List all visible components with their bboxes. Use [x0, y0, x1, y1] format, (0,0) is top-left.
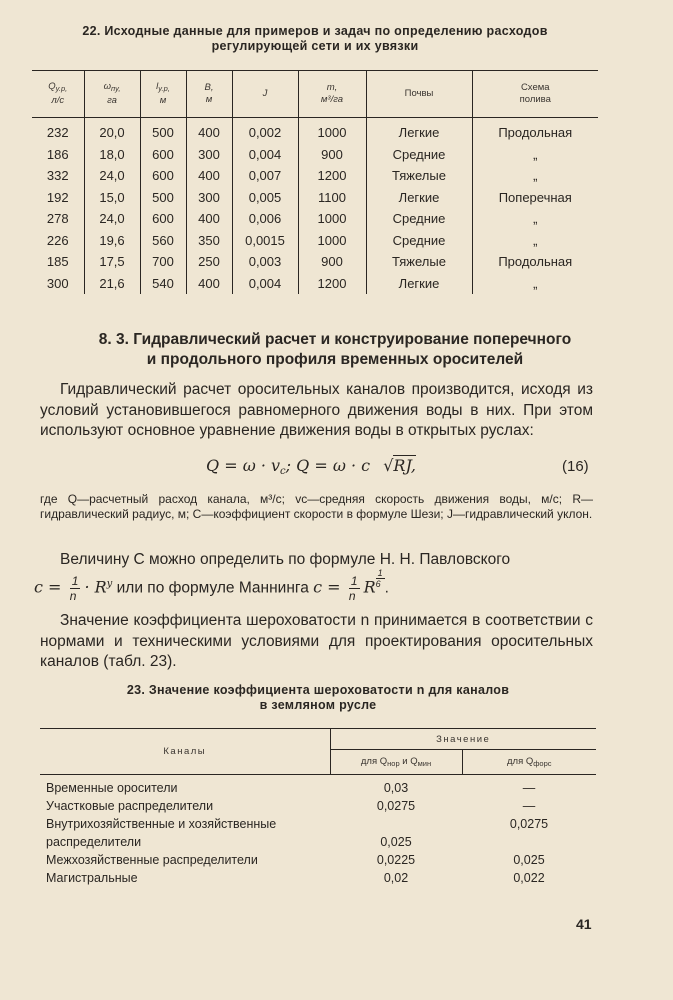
table23 — [40, 728, 596, 887]
table23-cell: — — [522, 781, 536, 795]
table22-cell: 0,006 — [232, 208, 298, 230]
table23-cell: 0,025 — [380, 835, 412, 849]
where-text: где Q—расчетный расход канала, м³/с; vc—средняя скорость движения воды, м/с; R—гидравлический радиус, м; C—коэффициент скорости в формуле Шези; J—гидравлический уклон. — [40, 492, 593, 521]
table22-cell: 700 — [140, 251, 186, 273]
table23-cell: Внутрихозяйственные и хозяйственные — [46, 817, 277, 831]
header-channels: Каналы — [40, 729, 330, 775]
header-j: J — [232, 71, 298, 118]
table22-cell: 19,6 — [84, 230, 140, 252]
table22-cell: 17,5 — [84, 251, 140, 273]
table22-cell: 400 — [186, 208, 232, 230]
table22-cell: 21,6 — [84, 273, 140, 295]
c-eq-2: c = — [313, 577, 341, 597]
table22-cell: 192 — [46, 189, 69, 205]
fraction-2 — [349, 574, 360, 603]
table22-cell: 0,004 — [232, 273, 298, 295]
table23-cell: 0,0225 — [376, 853, 416, 867]
table23-cell: 0,025 — [513, 853, 545, 867]
table22-cell: 600 — [140, 208, 186, 230]
table22-cell: 185 — [46, 254, 69, 270]
formula-16 — [206, 456, 416, 477]
formula-left-sub: c — [280, 466, 286, 477]
section-heading-line1: 8. 3. Гидравлический расчет и конструирование поперечного — [98, 331, 572, 348]
section-heading-line2: и продольного профиля временных оросителей — [146, 351, 524, 368]
table23-cell: Магистральные — [46, 871, 138, 885]
header-q-nor-min: для $Q_{нор}$ и $Q_{мин}$ — [330, 750, 462, 775]
table22-cell: „ — [472, 144, 598, 166]
paragraph-2-line1: Величину C можно определить по формуле Н. Н. Павловского — [60, 551, 511, 568]
table22-cell: 18,0 — [84, 144, 140, 166]
table22-row — [32, 230, 598, 252]
table22-cell: 1000 — [298, 118, 366, 144]
r2: R — [363, 577, 376, 597]
table22-cell: 278 — [46, 211, 69, 227]
table23-cell: 0,022 — [513, 871, 545, 885]
table22-cell: 24,0 — [84, 165, 140, 187]
table22-cell: Средние — [366, 208, 472, 230]
table23-cell: распределители — [46, 835, 142, 849]
table22-cell: 20,0 — [84, 118, 140, 144]
table23-caption-line1: 23. Значение коэффициента шероховатости n для каналов — [126, 683, 510, 697]
table22-cell: 15,0 — [84, 187, 140, 209]
table22-cell: 0,002 — [232, 118, 298, 144]
table22-cell: 1000 — [298, 230, 366, 252]
table22-caption — [30, 24, 600, 54]
paragraph-3: Значение коэффициента шероховатости n принимается в соответствии с нормами и техническими условиями для проектирования оросительных каналов (табл. 23). — [40, 612, 593, 670]
table23-cell — [462, 833, 596, 851]
header-scheme: Схема полива — [472, 71, 598, 118]
table22-cell: Продольная — [472, 118, 598, 144]
paragraph-2-line2: c = $\frac{1}{n}$ · $R^y$ или по формуле Маннинга c = $\frac{1}{n}$ R $\frac{1}{6}$ . — [34, 568, 389, 603]
table22-cell: „ — [472, 165, 598, 187]
header-value: Значение — [330, 729, 596, 750]
table22-cell: 300 — [186, 187, 232, 209]
page-number: 41 — [576, 916, 592, 932]
table22-cell: Легкие — [366, 118, 472, 144]
header-l: $l_{у.р,}$ м — [140, 71, 186, 118]
table23-cell: Участковые распределители — [46, 799, 214, 813]
table22-cell: Легкие — [366, 273, 472, 295]
or-text: или по формуле Маннинга — [116, 579, 309, 597]
fraction-1-num: 1 — [71, 574, 79, 588]
table22-row — [32, 208, 598, 230]
exponent-fraction — [376, 568, 385, 589]
table22-cell: 0,007 — [232, 165, 298, 187]
table22-caption-line2: регулирующей сети и их увязки — [211, 39, 419, 53]
table22-cell: Средние — [366, 230, 472, 252]
table22-row — [32, 165, 598, 187]
table23-cell: 0,02 — [383, 871, 409, 885]
table22-cell: Продольная — [472, 251, 598, 273]
table22-row — [32, 251, 598, 273]
table23-caption — [40, 683, 596, 713]
table22-cell: 0,005 — [232, 187, 298, 209]
table22-cell: 900 — [298, 251, 366, 273]
table23-row — [40, 869, 596, 887]
header-b: B, м — [186, 71, 232, 118]
sqrt-icon: √ — [383, 456, 394, 475]
table22-cell: 332 — [46, 168, 69, 184]
table22-cell: 600 — [140, 165, 186, 187]
table22-row — [32, 118, 598, 144]
paragraph-1: Гидравлический расчет оросительных каналов производится, исходя из условий установившегося равномерного движения воды в них. При этом используют основное уравнение движения воды в открытых руслах: — [40, 381, 593, 439]
table23-cell — [330, 815, 462, 833]
table22-cell: „ — [472, 273, 598, 295]
table22-cell: 226 — [46, 232, 69, 248]
table23-row — [40, 833, 596, 851]
table23-caption-line2: в земляном русле — [259, 698, 377, 712]
table22-header — [32, 71, 598, 118]
table22-cell: 24,0 — [84, 208, 140, 230]
table22-row — [32, 273, 598, 295]
header-q-fors: для $Q_{форс}$ — [462, 750, 596, 775]
table22-cell: Тяжелые — [366, 165, 472, 187]
table22-cell: 500 — [140, 118, 186, 144]
table22-cell: 250 — [186, 251, 232, 273]
table22-row — [32, 187, 598, 209]
table23-row — [40, 797, 596, 815]
table22-cell: 540 — [140, 273, 186, 295]
table22-cell: 300 — [186, 144, 232, 166]
table22-cell: 1100 — [298, 187, 366, 209]
table22-cell: 1200 — [298, 273, 366, 295]
exponent-den: 6 — [375, 579, 381, 589]
table23-cell: Временные оросители — [46, 781, 178, 795]
formula-root: RJ, — [393, 456, 416, 475]
table22-cell: 1200 — [298, 165, 366, 187]
table22-cell: Поперечная — [472, 187, 598, 209]
table23-row — [40, 815, 596, 833]
table22-cell: Средние — [366, 144, 472, 166]
fraction-2-num: 1 — [350, 574, 358, 588]
table23-cell: 0,0275 — [376, 799, 416, 813]
table22-row — [32, 144, 598, 166]
table22-cell: 300 — [46, 275, 69, 291]
table22-cell: 400 — [186, 165, 232, 187]
table22-cell: 900 — [298, 144, 366, 166]
header-m: m, м³/га — [298, 71, 366, 118]
table22-cell: 232 — [46, 125, 69, 141]
r-pow: · R — [84, 577, 107, 597]
header-omega: $\omega_{пу,}$ га — [84, 71, 140, 118]
table23-cell: 0,03 — [383, 781, 409, 795]
table23-cell: — — [522, 799, 536, 813]
section-heading — [40, 330, 630, 370]
table22-body — [32, 118, 598, 295]
table22-cell: 186 — [46, 146, 69, 162]
fraction-1-den: n — [69, 589, 77, 603]
formula-number: (16) — [562, 458, 589, 475]
header-soils: Почвы — [366, 71, 472, 118]
table22 — [32, 70, 598, 294]
table22-cell: 500 — [140, 187, 186, 209]
table22-cell: 400 — [186, 273, 232, 295]
table23-body — [40, 775, 596, 888]
table23-row — [40, 775, 596, 798]
formula-middle: ; Q = ω · c — [285, 456, 371, 475]
table22-caption-line1: 22. Исходные данные для примеров и задач по определению расходов — [82, 24, 548, 38]
table22-cell: 0,003 — [232, 251, 298, 273]
table23-cell: Межхозяйственные распределители — [46, 853, 258, 867]
table22-cell: „ — [472, 230, 598, 252]
table22-cell: 560 — [140, 230, 186, 252]
table23-row — [40, 851, 596, 869]
fraction-2-den: n — [348, 589, 356, 603]
table22-cell: „ — [472, 208, 598, 230]
y-exponent: y — [106, 578, 113, 590]
header-q: $Q_{у.р,}$ л/с — [32, 71, 84, 118]
table22-cell: 0,0015 — [232, 230, 298, 252]
table22-cell: Легкие — [366, 187, 472, 209]
table22-cell: Тяжелые — [366, 251, 472, 273]
table22-cell: 1000 — [298, 208, 366, 230]
table22-cell: 400 — [186, 118, 232, 144]
table23-header-row1 — [40, 729, 596, 750]
table22-cell: 350 — [186, 230, 232, 252]
c-eq-1: c = — [34, 577, 62, 597]
table23-cell: 0,0275 — [509, 817, 549, 831]
fraction-1 — [70, 574, 81, 603]
table22-cell: 0,004 — [232, 144, 298, 166]
formula-left: Q = ω · v — [206, 456, 281, 475]
table22-cell: 600 — [140, 144, 186, 166]
exponent-num: 1 — [377, 568, 383, 578]
